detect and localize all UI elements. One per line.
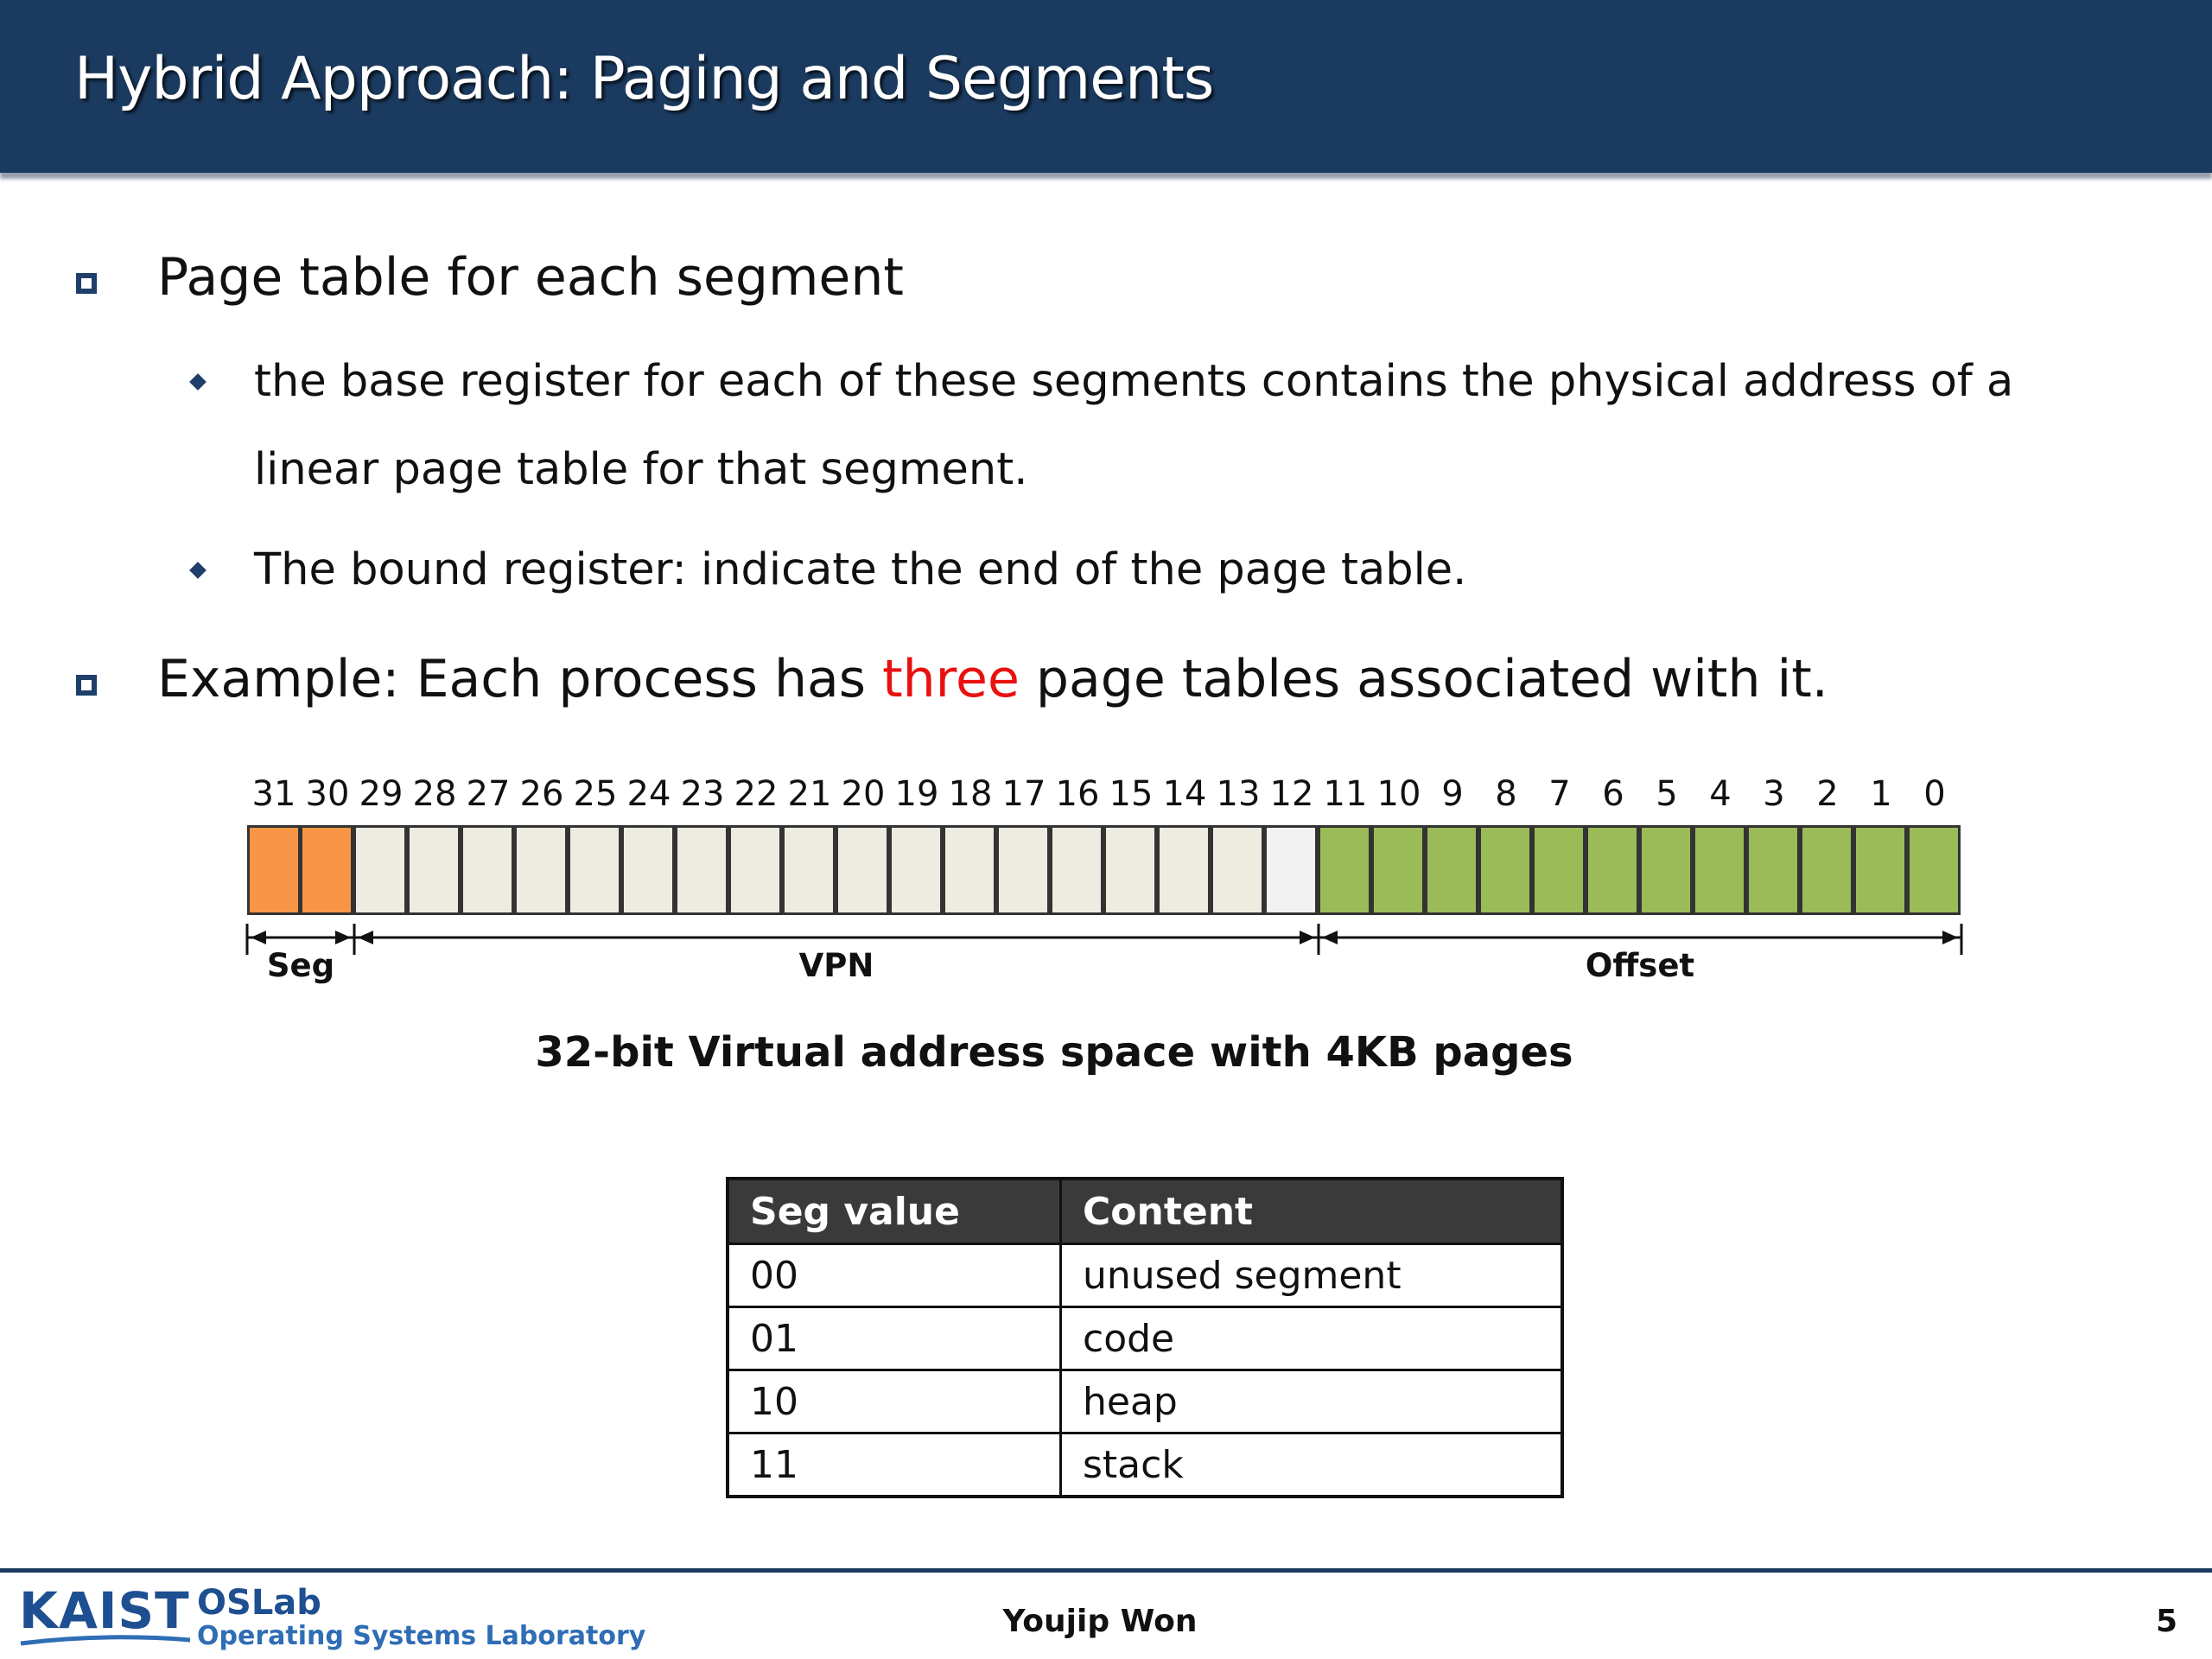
bit-number-label: 28 [412, 774, 457, 814]
bit-number-label: 22 [734, 774, 779, 814]
bit-number-label: 14 [1162, 774, 1207, 814]
arrowhead-icon [1942, 931, 1958, 944]
field-label-vpn: VPN [798, 947, 874, 984]
table-row [728, 1370, 1562, 1433]
sub-bullet-text: the base register for each of these segments contains the physical address of a [254, 356, 2014, 407]
bit-number-label: 17 [1001, 774, 1046, 814]
bit-number-label: 18 [948, 774, 993, 814]
table-cell: heap [1061, 1370, 1563, 1433]
kaist-wordmark: KAIST [19, 1581, 190, 1640]
bit-number-label: 0 [1923, 774, 1946, 814]
table-cell: 00 [728, 1244, 1061, 1307]
bit-number-label: 19 [894, 774, 939, 814]
bit-number-label: 2 [1816, 774, 1839, 814]
table-header-row [728, 1179, 1562, 1244]
bit-number-label: 3 [1763, 774, 1785, 814]
bit-number-label: 13 [1216, 774, 1261, 814]
bit-number-label: 30 [305, 774, 350, 814]
table-row [728, 1307, 1562, 1370]
highlight-three: three [882, 649, 1020, 709]
arrowhead-icon [1322, 931, 1338, 944]
diagram-caption: 32-bit Virtual address space with 4KB pages [535, 1028, 1573, 1077]
bit-number-label: 23 [680, 774, 725, 814]
bit-number-label: 20 [841, 774, 886, 814]
arrowhead-icon [251, 931, 266, 944]
bit-number-label: 29 [359, 774, 404, 814]
bit-number-label: 24 [626, 774, 671, 814]
oslab-wordmark: OSLab [197, 1583, 321, 1623]
bit-number-label: 8 [1495, 774, 1517, 814]
arrowhead-icon [1300, 931, 1315, 944]
bullet-text-example: Example: Each process has three page tables associated with it. [157, 649, 1828, 709]
bit-number-label: 26 [519, 774, 564, 814]
bit-number-label: 4 [1709, 774, 1732, 814]
sub-bullet-text: The bound register: indicate the end of the page table. [254, 544, 1467, 595]
bit-number-label: 31 [251, 774, 296, 814]
bullet-text: Page table for each segment [157, 247, 904, 308]
bit-number-label: 27 [466, 774, 511, 814]
bit-number-label: 1 [1870, 774, 1892, 814]
page-number: 5 [2155, 1604, 2177, 1639]
table-cell: code [1061, 1307, 1563, 1370]
table-cell: unused segment [1061, 1244, 1563, 1307]
bit-number-label: 5 [1656, 774, 1678, 814]
sub-bullet-text-continued: linear page table for that segment. [254, 444, 1028, 495]
lab-subtitle: Operating Systems Laboratory [197, 1621, 646, 1651]
field-label-seg: Seg [266, 947, 335, 984]
slide-title: Hybrid Approach: Paging and Segments [74, 45, 1214, 113]
table-row [728, 1433, 1562, 1497]
table-cell: 11 [728, 1433, 1061, 1497]
bit-number-label: 6 [1602, 774, 1624, 814]
arrowhead-icon [358, 931, 373, 944]
bit-number-label: 9 [1441, 774, 1464, 814]
arrowhead-icon [335, 931, 351, 944]
segment-table [726, 1177, 1564, 1498]
footer-divider [0, 1568, 2212, 1573]
table-row [728, 1244, 1562, 1307]
table-cell: stack [1061, 1433, 1563, 1497]
bit-number-label: 16 [1055, 774, 1100, 814]
field-label-offset: Offset [1585, 947, 1695, 984]
bit-number-label: 11 [1323, 774, 1368, 814]
bit-number-label: 12 [1269, 774, 1314, 814]
footer-author: Youjip Won [1002, 1604, 1198, 1639]
bit-number-label: 21 [787, 774, 832, 814]
table-cell: 01 [728, 1307, 1061, 1370]
table-cell: 10 [728, 1370, 1061, 1433]
table-header-cell: Content [1061, 1179, 1563, 1244]
bit-number-label: 15 [1109, 774, 1154, 814]
bit-number-label: 25 [573, 774, 618, 814]
table-header-cell: Seg value [728, 1179, 1061, 1244]
bit-number-label: 7 [1548, 774, 1571, 814]
bit-number-label: 10 [1376, 774, 1421, 814]
